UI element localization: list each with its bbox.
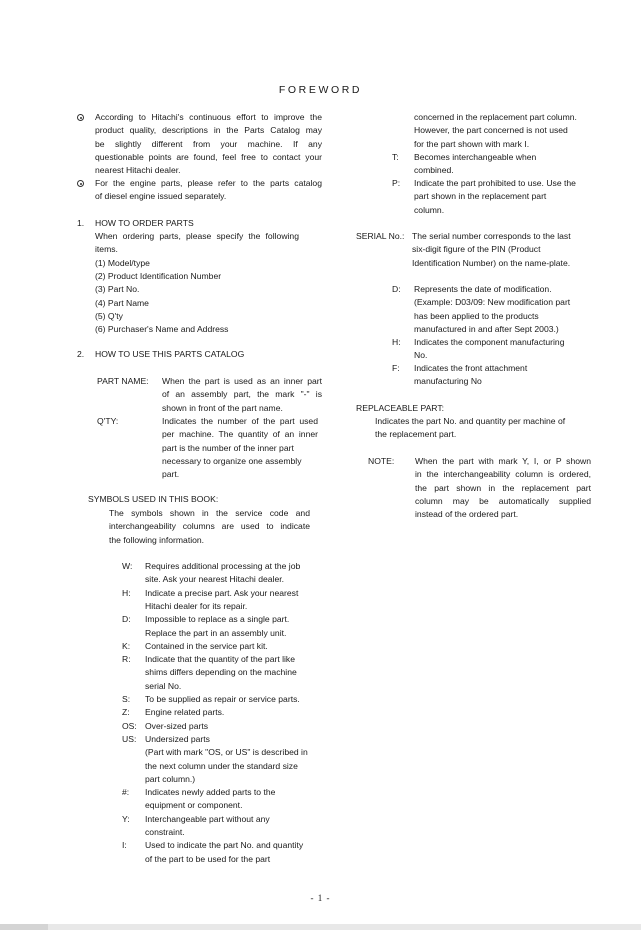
symbol-code: D: — [122, 614, 131, 625]
symbol-desc: serial No. — [145, 680, 182, 691]
qty-desc: per machine. The quantity of an inner — [162, 429, 318, 440]
part-name-desc: When the part is used as an inner part — [162, 376, 322, 386]
symbol-desc: Indicate a precise part. Ask your nearest — [145, 587, 299, 598]
part-name-desc: of an assembly part, the mark "-" is — [162, 389, 322, 400]
qty-desc: part. — [162, 469, 180, 480]
note-desc: When the part with mark Y, I, or P shown — [415, 456, 591, 466]
replaceable-heading: REPLACEABLE PART: — [356, 403, 445, 413]
intro-line: questionable points are found, feel free to contact your — [95, 151, 322, 162]
symbols-intro: The symbols shown in the service code and — [109, 508, 310, 518]
section-heading: HOW TO USE THIS PARTS CATALOG — [95, 349, 245, 359]
note-desc: the part shown in the replacement part — [415, 482, 591, 493]
symbol-desc: Indicates newly added parts to the — [145, 787, 276, 798]
symbol-code: D: — [392, 284, 401, 294]
serial-desc: Identification Number) on the name-plate. — [412, 257, 571, 268]
symbol-code: K: — [122, 640, 131, 651]
symbol-desc: Undersized parts — [145, 733, 210, 744]
note-term: NOTE: — [368, 456, 395, 466]
symbol-desc: Requires additional processing at the job — [145, 561, 301, 571]
symbol-desc: column. — [414, 204, 445, 215]
symbol-desc: Indicate the part prohibited to use. Use the — [414, 178, 576, 188]
symbol-code: H: — [122, 587, 131, 598]
symbol-desc: Engine related parts. — [145, 707, 225, 718]
symbol-desc: manufactured in and after Sept 2003.) — [414, 323, 559, 334]
symbol-desc: Indicates the front attachment — [414, 363, 528, 373]
qty-term: Q'TY: — [97, 416, 119, 426]
section-heading: HOW TO ORDER PARTS — [95, 218, 194, 228]
serial-desc: The serial number corresponds to the last — [412, 231, 571, 241]
order-line: (6) Purchaser's Name and Address — [95, 324, 229, 335]
symbol-code: T: — [392, 152, 399, 162]
qty-desc: part is the number of the inner part — [162, 442, 294, 453]
serial-term: SERIAL No.: — [356, 231, 405, 241]
replaceable-desc: the replacement part. — [375, 429, 457, 440]
bullet-circle-icon — [77, 114, 84, 121]
symbols-intro: interchangeability columns are used to indicate — [109, 521, 310, 532]
symbol-code: #: — [122, 787, 130, 798]
continued-line: for the part shown with mark I. — [414, 138, 530, 149]
continued-line: concerned in the replacement part column. — [414, 112, 577, 122]
note-desc: in the interchangeability column is ordered, — [415, 469, 591, 480]
symbol-code: US: — [122, 733, 137, 744]
symbol-desc: Indicate that the quantity of the part like — [145, 654, 296, 665]
symbol-desc: Hitachi dealer for its repair. — [145, 600, 248, 611]
symbol-code: F: — [392, 363, 400, 373]
bottom-scrollbar-thumb — [0, 924, 48, 930]
bottom-scrollbar-track — [0, 924, 641, 930]
symbol-desc: shims differs depending on the machine — [145, 667, 297, 678]
symbol-desc: part shown in the replacement part — [414, 191, 547, 202]
order-line: (4) Part Name — [95, 297, 149, 308]
symbol-desc: site. Ask your nearest Hitachi dealer. — [145, 574, 285, 585]
symbol-desc: combined. — [414, 165, 454, 176]
symbol-code: Z: — [122, 707, 130, 718]
symbol-code: I: — [122, 840, 127, 851]
symbol-code: OS: — [122, 720, 137, 731]
part-name-desc: shown in front of the part name. — [162, 402, 283, 413]
symbols-heading: SYMBOLS USED IN THIS BOOK: — [88, 494, 219, 504]
symbol-desc: No. — [414, 350, 428, 361]
replaceable-desc: Indicates the part No. and quantity per machine of — [375, 416, 566, 426]
qty-desc: necessary to organize one assembly — [162, 455, 302, 466]
section-number: 2. — [77, 349, 85, 359]
intro-line: For the engine parts, please refer to the parts catalog — [95, 178, 322, 188]
symbol-desc: Interchangeable part without any — [145, 813, 270, 824]
page-number: - 1 - — [310, 893, 331, 903]
symbol-desc: Over-sized parts — [145, 720, 209, 731]
symbol-desc: Replace the part in an assembly unit. — [145, 627, 287, 638]
symbol-desc: Becomes interchangeable when — [414, 152, 537, 162]
section-number: 1. — [77, 218, 85, 228]
continued-line: However, the part concerned is not used — [414, 125, 568, 136]
symbol-desc: has been applied to the products — [414, 310, 539, 321]
intro-line: nearest Hitachi dealer. — [95, 165, 181, 176]
symbol-desc: (Part with mark "OS, or US" is described in — [145, 747, 308, 758]
symbol-code: P: — [392, 178, 401, 188]
note-desc: column may be automatically supplied — [415, 495, 591, 506]
order-line: When ordering parts, please specify the following — [95, 231, 299, 241]
symbol-code: W: — [122, 561, 133, 571]
symbol-desc: part column.) — [145, 773, 196, 784]
symbol-desc: of the part to be used for the part — [145, 853, 271, 864]
order-line: (1) Model/type — [95, 257, 150, 268]
symbol-desc: constraint. — [145, 827, 185, 837]
symbol-desc: Indicates the component manufacturing — [414, 337, 565, 347]
serial-desc: six-digit figure of the PIN (Product — [412, 244, 541, 255]
symbol-code: H: — [392, 337, 401, 347]
symbol-desc: the next column under the standard size — [145, 760, 298, 771]
order-line: (5) Q'ty — [95, 310, 123, 321]
order-line: (3) Part No. — [95, 284, 140, 295]
symbol-desc: Represents the date of modification. — [414, 284, 552, 294]
symbol-code: Y: — [122, 813, 130, 824]
qty-desc: Indicates the number of the part used — [162, 416, 318, 426]
symbol-desc: (Example: D03/09: New modification part — [414, 297, 571, 308]
bullet-circle-icon — [77, 180, 84, 187]
intro-line: According to Hitachi's continuous effort to improve the — [95, 112, 322, 122]
symbol-code: R: — [122, 654, 131, 665]
intro-line: of diesel engine issued separately. — [95, 191, 227, 202]
symbol-desc: manufacturing No — [414, 376, 482, 387]
symbol-desc: Impossible to replace as a single part. — [145, 614, 290, 625]
intro-line: product quality, descriptions in the Parts Catalog may — [95, 125, 322, 136]
symbol-desc: To be supplied as repair or service parts. — [145, 694, 300, 704]
intro-line: be slightly different from your machine. If any — [95, 138, 322, 149]
symbol-desc: Used to indicate the part No. and quantity — [145, 840, 304, 851]
symbol-desc: Contained in the service part kit. — [145, 640, 268, 651]
order-line: items. — [95, 244, 118, 255]
part-name-term: PART NAME: — [97, 376, 149, 386]
note-desc: instead of the ordered part. — [415, 509, 519, 520]
page-title: FOREWORD — [278, 84, 363, 96]
symbol-desc: equipment or component. — [145, 800, 243, 811]
symbols-intro: the following information. — [109, 534, 205, 545]
order-line: (2) Product Identification Number — [95, 270, 222, 281]
symbol-code: S: — [122, 694, 131, 704]
